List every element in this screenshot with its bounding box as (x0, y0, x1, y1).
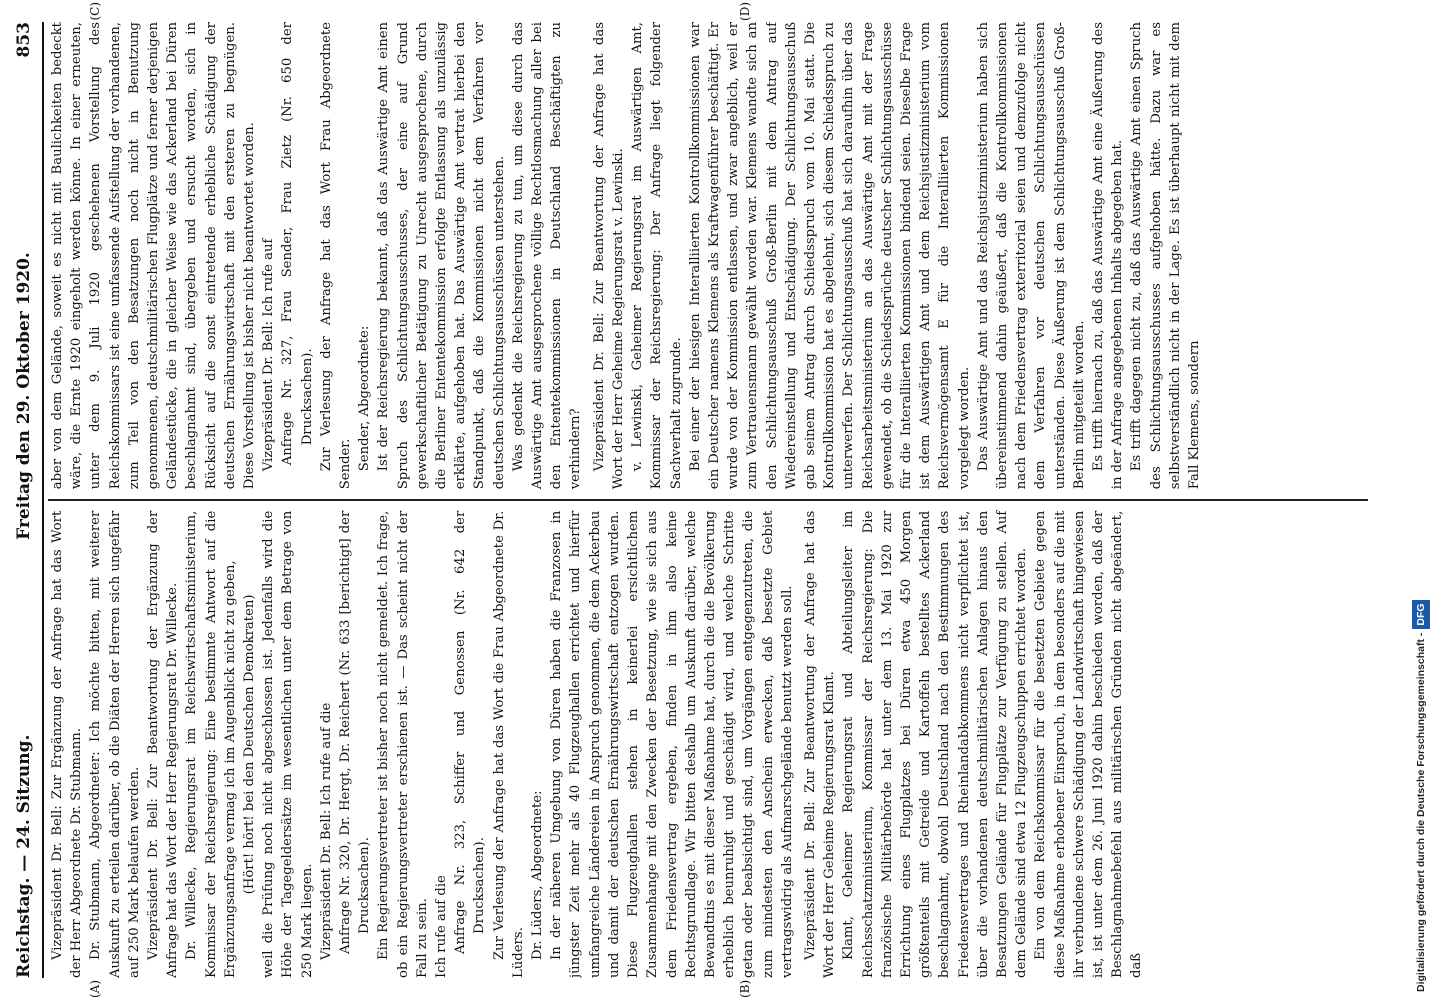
inquiry-text: In der näheren Umgebung von Düren haben die Franzosen in jüngster Zeit mehr als 40 Flugzeughallen errichtet und hierfür umfangreiche Ländereien in Anspruch genommen, die dem Ackerbau und damit der deutschen Ernährungswirtschaft entzogen wurden. Diese Flugzeughallen stehen in keinerlei ersichtlichem Zusammenhange mit den Zwecken der Besetzung, wie sie sich aus dem Friedensvertrag ergeben, finden in ihm also keine Rechtsgrundlage. Wir bitten deshalb um Auskunft darüber, welche Bewandtnis es mit dieser Maßnahme hat, durch die die Bevölkerung erheblich beunruhigt und geschädigt wird, und welche Schritte getan oder beabsichtigt sind, um Vorgängen entgegenzutreten, die zum mindesten den Anschein erwecken, daß besetzte Gebiet vertragswidrig als Aufmarschgelände benutzt werden soll. (549, 510, 795, 978)
header-left: Reichstag. — 24. Sitzung. (14, 734, 34, 978)
paragraph: weil die Prüfung noch nicht abgeschlossen ist. Jedenfalls wird die Höhe der Tagegeldersätze im wesentlichen unter dem Betrage von 250 Mark liegen. (261, 510, 315, 978)
paragraph: Es trifft hiernach zu, daß das Auswärtige Amt eine Äußerung des in der Anfrage angegebenen Inhalts abgegeben hat. (1090, 22, 1126, 490)
inquiry-reference: Anfrage Nr. 323, Schiffer und Genossen (Nr. 642 der Drucksachen). (453, 510, 488, 954)
paragraph: Vizepräsident Dr. Bell: Zur Beantwortung der Anfrage hat das Wort der Herr Geheime Regierungsrat Klamt. (802, 510, 838, 978)
paragraph: Bei einer der hiesigen Interalliierten Kontrollkommissionen war ein Deutscher namens Klemens als Kraftwagenführer beschäftigt. Er wurde von der Kommission entlassen, und zwar angeblich, weil er zum Vertrauensmann gewählt worden war. Klemens wandte sich an den Schlichtungsausschuß Groß-Berlin mit dem Antrag auf Wiedereinstellung und Entschädigung. Der Schlichtungsausschuß gab seinem Antrag durch Schiedsspruch vom 10. Mai statt. Die Kontrollkommission hat es abgelehnt, sich diesem Schiedsspruch zu unterwerfen. Der Schlichtungsausschuß hat sich daraufhin über das Reichsarbeitsministerium an das Auswärtige Amt mit der Frage gewendet, ob die Schiedssprüche deutscher Schlichtungsausschüsse für die Interalliierten Kommissionen bindend seien. Dieselbe Frage ist dem Auswärtigen Amt und dem Reichsjustizministerium vom Reichsvermögensamt E für die Interalliierten Kommissionen vorgelegt worden. (687, 22, 972, 490)
paragraph: Dr. Willecke, Regierungsrat im Reichswirtschaftsministerium, Kommissar der Reichsregierung: Eine bestimmte Antwort auf die Ergänzungsanfrage vermag ich im Augenblick nicht zu geben, (184, 510, 238, 978)
margin-marker-d: (D) (738, 2, 752, 21)
inquiry-reference: Anfrage Nr. 327, Frau Sender, Frau Zietz (Nr. 650 der Drucksachen). (280, 22, 315, 466)
paragraph: Vizepräsident Dr. Bell: Ich rufe auf die (318, 702, 334, 960)
right-column (48, 22, 1368, 499)
page-header (14, 22, 40, 978)
paragraph: aber von dem Gelände, soweit es nicht mit Baulichkeiten bedeckt wäre, die Ernte 1920 eingeholt werden könne. In einer erneuten, unter dem 9. Juli 1920 geschehenen Vorstellung des Reichskommissars ist eine umfassende Aufstellung der vorhandenen, zum Teil von den Besatzungen noch nicht in Benutzung genommenen, deutschmilitärischen Flugplätze und ferner derjenigen Geländestücke, die in gleicher Weise wie das Ackerland bei Düren beschlagnahmt sind, übergeben und ersucht worden, sich in Rücksicht auf die sonst eintretende erhebliche Schädigung der deutschen Ernährungswirtschaft mit den ersteren zu begnügen. Diese Vorstellung ist bisher nicht beantwortet worden. (50, 22, 258, 490)
interjection: (Hört! hört! bei den Deutschen Demokraten) (242, 594, 258, 895)
digitization-credit (1412, 12, 1430, 992)
paragraph: Ich rufe auf die (434, 875, 450, 978)
paragraph: Klamt, Geheimer Regierungsrat und Abteilungsleiter im Reichsschatzministerium, Kommissar der Reichsregierung: Die französische Militärbehörde hat unter dem 13. Mai 1920 zur Errichtung eines Flugplatzes bei Düren etwa 450 Morgen größtenteils mit Getreide und Kartoffeln bestelltes Ackerland beschlagnahmt, obwohl Deutschland nach den Bestimmungen des Friedensvertrages und Rheinlandabkommens nicht verpflichtet ist, über die vorhandenen deutschmilitärischen Anlagen hinaus den Besatzungen Gelände für Flugplätze zur Verfügung zu stellen. Auf dem Gelände sind etwa 12 Flugzeugschuppen errichtet worden. (841, 510, 1030, 978)
speaker-line: Dr. Lüders, Abgeordnete: (530, 790, 546, 960)
left-column (48, 501, 1368, 978)
margin-marker-a: (A) (88, 979, 102, 998)
paragraph: v. Lewinski, Geheimer Regierungsrat im Auswärtigen Amt, Kommissar der Reichsregierung: Der Anfrage liegt folgender Sachverhalt zugrunde. (630, 22, 684, 490)
inquiry-reference: Anfrage Nr. 320, Dr. Hergt, Dr. Reichert (Nr. 633 [berichtigt] der Drucksachen). (338, 510, 373, 954)
paragraph: Dr. Stubmann, Abgeordneter: Ich möchte bitten, mit weiterer Auskunft zu erteilen darüber, ob die Diäten der Herren sich ungefähr auf 250 Mark belaufen werden. (88, 510, 142, 978)
credit-text: Digitalisierung gefördert durch die Deutsche Forschungsgemeinschaft - (1415, 632, 1427, 992)
paragraph: Vizepräsident Dr. Bell: Zur Beantwortung der Ergänzung der Anfrage hat das Wort der Herr Regierungsrat Dr. Willecke. (146, 510, 181, 978)
margin-marker-b: (B) (738, 979, 752, 998)
speaker-line: Sender, Abgeordnete: (357, 325, 373, 472)
inquiry-text: Ist der Reichsregierung bekannt, daß das Auswärtige Amt einen Spruch des Schlichtungsausschusses, der eine auf Grund gewerkschaftlicher Betätigung zu Unrecht ausgesprochene, durch die Berliner Ententekommission erfolgte Entlassung als unzulässig erklärte, aufgehoben hat. Das Auswärtige Amt vertrat hierbei den Standpunkt, daß die Kommissionen nicht dem Verfahren vor deutschen Schlichtungsausschüssen unterstehen. (376, 22, 507, 490)
paragraph: Vizepräsident Dr. Bell: Zur Ergänzung der Anfrage hat das Wort der Herr Abgeordnete Dr. Stubmann. (50, 510, 85, 978)
paragraph: Ein von dem Reichskommissar für die besetzten Gebiete gegen diese Maßnahme erhobener Einspruch, in dem besonders auf die mit ihr verbundene schwere Schädigung der Landwirtschaft hingewiesen ist, ist unter dem 26. Juni 1920 dahin beschieden worden, daß der Beschlagnahmebefehl aus militärischen Gründen nicht abgeändert, daß (1033, 510, 1145, 978)
page-number: 853 (14, 22, 34, 58)
inquiry-text: Was gedenkt die Reichsregierung zu tun, um diese durch das Auswärtige Amt ausgesprochene völlige Rechtlosmachung aller bei den Ententekommissionen in Deutschland Beschäftigten zu verhindern? (510, 22, 584, 490)
paragraph: Es trifft dagegen nicht zu, daß das Auswärtige Amt einen Spruch des Schlichtungsausschusses aufgehoben hätte. Dazu war es selbstverständlich nicht in der Lage. Es ist überhaupt nicht mit dem Fall Klemens, sondern (1129, 22, 1202, 490)
header-date: Freitag den 29. Oktober 1920. (14, 252, 34, 540)
paragraph: Zur Verlesung der Anfrage hat das Wort die Frau Abgeordnete Dr. Lüders. (491, 510, 526, 978)
margin-marker-c: (C) (88, 2, 102, 21)
paragraph: Vizepräsident Dr. Bell: Zur Beantwortung der Anfrage hat das Wort der Herr Geheime Regierungsrat v. Lewinski. (591, 22, 626, 490)
paragraph: Ein Regierungsvertreter ist bisher noch nicht gemeldet. Ich frage, ob ein Regierungsvertreter erschienen ist. — Das scheint nicht der Fall zu sein. (376, 510, 430, 978)
paragraph: Das Auswärtige Amt und das Reichsjustizministerium haben sich übereinstimmend dahin geäußert, daß die Kontrollkommissionen nach dem Friedensvertrag exterritorial seien und demzufolge nicht dem Verfahren vor deutschen Schlichtungsausschüssen unterständen. Diese Äußerung ist dem Schlichtungsausschuß Groß-Berlin mitgeteilt worden. (975, 22, 1087, 490)
text-columns (48, 2, 1368, 998)
paragraph: Vizepräsident Dr. Bell: Ich rufe auf (261, 238, 277, 472)
column-divider (48, 499, 1368, 500)
dfg-logo: DFG (1412, 600, 1430, 628)
header-rule (42, 22, 44, 978)
paragraph: Zur Verlesung der Anfrage hat das Wort Frau Abgeordnete Sender. (318, 22, 354, 490)
